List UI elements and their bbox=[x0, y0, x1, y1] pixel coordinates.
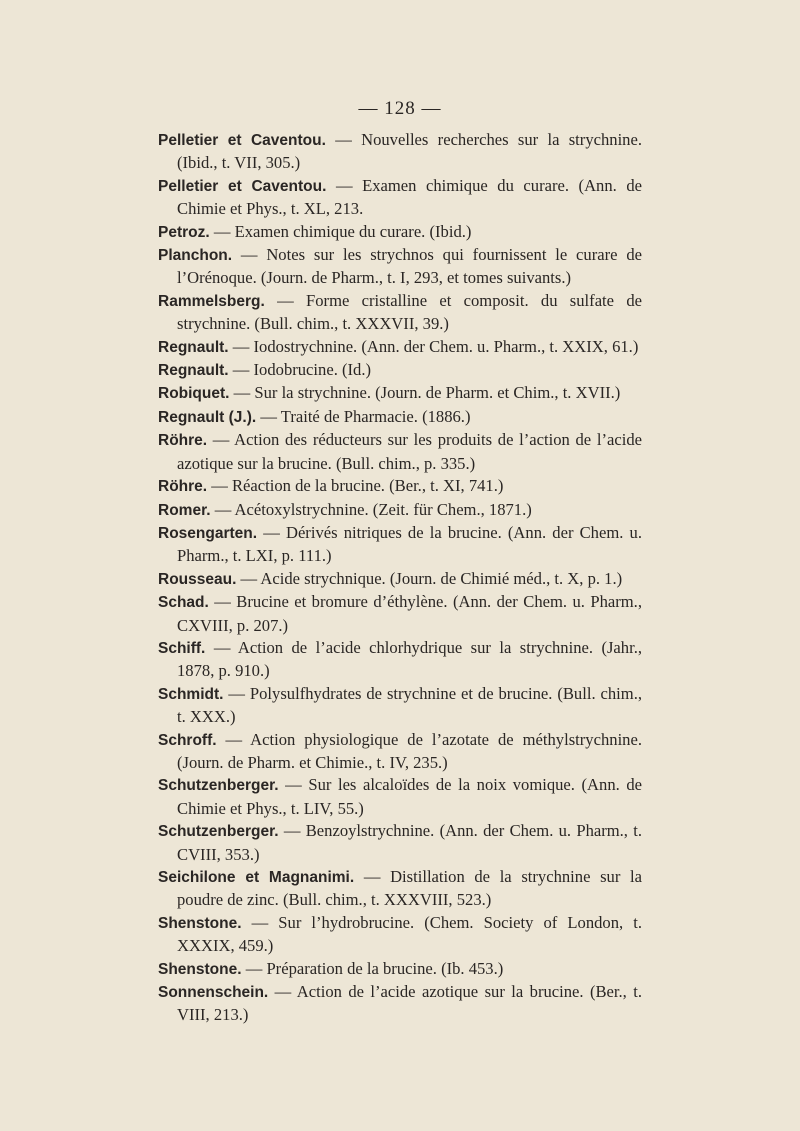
entry-text: — Nouvelles recherches sur la strychnine. (Ibid., t. VII, 305.) bbox=[177, 130, 642, 173]
entry-author: Schad. bbox=[158, 594, 209, 612]
bibliography-entry bbox=[158, 820, 642, 866]
entry-author: Shenstone. bbox=[158, 960, 242, 978]
entry-author: Schmidt. bbox=[158, 685, 224, 703]
entry-text: — Acétoxylstrychnine. (Zeit. für Chem., 1871.) bbox=[214, 499, 532, 519]
bibliography-entry bbox=[158, 406, 642, 429]
bibliography-entry bbox=[158, 475, 642, 498]
entry-text: — Sur l’hydrobrucine. (Chem. Society of London, t. XXXIX, 459.) bbox=[177, 912, 642, 956]
entry-text: — Action de l’acide chlorhydrique sur la strychnine. (Jahr., 1878, p. 910.) bbox=[177, 637, 642, 681]
entry-text: — Brucine et bromure d’éthylène. (Ann. der Chem. u. Pharm., CXVIII, p. 207.) bbox=[177, 592, 642, 635]
bibliography-entry bbox=[158, 591, 642, 637]
bibliography-list bbox=[158, 129, 642, 1027]
entry-author: Pelletier et Caventou. bbox=[158, 177, 327, 195]
bibliography-entry bbox=[158, 981, 642, 1027]
entry-text: — Examen chimique du curare. (Ann. de Chimie et Phys., t. XL, 213. bbox=[177, 175, 643, 219]
entry-author: Rosengarten. bbox=[158, 524, 258, 542]
entry-author: Regnault (J.). bbox=[158, 408, 257, 426]
bibliography-entry bbox=[158, 683, 642, 729]
entry-text: — Préparation de la brucine. (Ib. 453.) bbox=[245, 958, 504, 978]
entry-author: Schutzenberger. bbox=[158, 777, 279, 795]
entry-text: — Examen chimique du curare. (Ibid.) bbox=[213, 221, 472, 241]
entry-author: Regnault. bbox=[158, 362, 229, 380]
bibliography-entry bbox=[158, 568, 642, 591]
entry-author: Rousseau. bbox=[158, 570, 237, 588]
entry-text: — Sur les alcaloïdes de la noix vomique. (Ann. de Chimie et Phys., t. LIV, 55.) bbox=[177, 775, 642, 818]
entry-text: — Action de l’acide azotique sur la brucine. (Ber., t. VIII, 213.) bbox=[177, 982, 642, 1025]
bibliography-entry bbox=[158, 129, 642, 175]
bibliography-entry bbox=[158, 175, 642, 221]
bibliography-entry bbox=[158, 221, 642, 244]
entry-text: — Distillation de la strychnine sur la poudre de zinc. (Bull. chim., t. XXXVIII, 523.) bbox=[177, 867, 642, 910]
entry-text: — Iodostrychnine. (Ann. der Chem. u. Pharm., t. XXIX, 61.) bbox=[232, 336, 639, 356]
entry-text: — Action des réducteurs sur les produits de l’action de l’acide azotique sur la brucine. (Bull. chim., p. 335.) bbox=[177, 430, 642, 473]
entry-author: Pelletier et Caventou. bbox=[158, 132, 326, 149]
entry-author: Petroz. bbox=[158, 223, 210, 241]
bibliography-entry bbox=[158, 866, 642, 912]
entry-author: Shenstone. bbox=[158, 914, 242, 932]
entry-author: Röhre. bbox=[158, 478, 208, 496]
bibliography-entry bbox=[158, 359, 642, 382]
page-number: — 128 — bbox=[358, 98, 442, 119]
entry-text: — Benzoylstrychnine. (Ann. der Chem. u. Pharm., t. CVIII, 353.) bbox=[177, 821, 642, 864]
bibliography-entry bbox=[158, 637, 642, 683]
entry-text: — Réaction de la brucine. (Ber., t. XI, 741.) bbox=[211, 476, 504, 496]
entry-author: Röhre. bbox=[158, 432, 208, 450]
bibliography-entry bbox=[158, 958, 642, 981]
entry-text: — Acide strychnique. (Journ. de Chimié méd., t. X, p. 1.) bbox=[240, 568, 623, 588]
bibliography-entry bbox=[158, 729, 642, 775]
entry-author: Robiquet. bbox=[158, 385, 230, 403]
entry-text: — Dérivés nitriques de la brucine. (Ann. der Chem. u. Pharm., t. LXI, p. 111.) bbox=[177, 522, 642, 566]
bibliography-entry bbox=[158, 382, 642, 405]
entry-text: — Iodobrucine. (Id.) bbox=[232, 360, 372, 380]
bibliography-entry bbox=[158, 774, 642, 820]
entry-text: — Notes sur les strychnos qui fournissent le curare de l’Orénoque. (Journ. de Pharm., t. I, 293, et tomes suivants.) bbox=[177, 245, 642, 288]
entry-text: — Traité de Pharmacie. (1886.) bbox=[260, 406, 471, 426]
entry-text: — Polysulfhydrates de strychnine et de brucine. (Bull. chim., t. XXX.) bbox=[177, 683, 642, 727]
entry-author: Romer. bbox=[158, 501, 211, 519]
entry-author: Rammelsberg. bbox=[158, 292, 265, 310]
bibliography-entry bbox=[158, 499, 642, 522]
bibliography-entry bbox=[158, 429, 642, 475]
entry-text: — Forme cristalline et composit. du sulfate de strychnine. (Bull. chim., t. XXXVII, 39.) bbox=[177, 290, 642, 334]
entry-author: Sonnenschein. bbox=[158, 984, 269, 1002]
entry-author: Schroff. bbox=[158, 731, 217, 749]
bibliography-entry bbox=[158, 290, 642, 336]
bibliography-entry bbox=[158, 522, 642, 568]
entry-text: — Sur la strychnine. (Journ. de Pharm. et Chim., t. XVII.) bbox=[233, 383, 621, 403]
entry-author: Seichilone et Magnanimi. bbox=[158, 869, 355, 886]
entry-author: Schutzenberger. bbox=[158, 823, 279, 841]
entry-author: Regnault. bbox=[158, 338, 229, 356]
entry-author: Schiff. bbox=[158, 639, 206, 657]
bibliography-entry bbox=[158, 336, 642, 359]
bibliography-entry bbox=[158, 912, 642, 958]
entry-text: — Action physiologique de l’azotate de méthylstrychnine. (Journ. de Pharm. et Chimie., t. IV, 235.) bbox=[177, 729, 642, 772]
entry-author: Planchon. bbox=[158, 247, 233, 265]
bibliography-entry bbox=[158, 244, 642, 290]
